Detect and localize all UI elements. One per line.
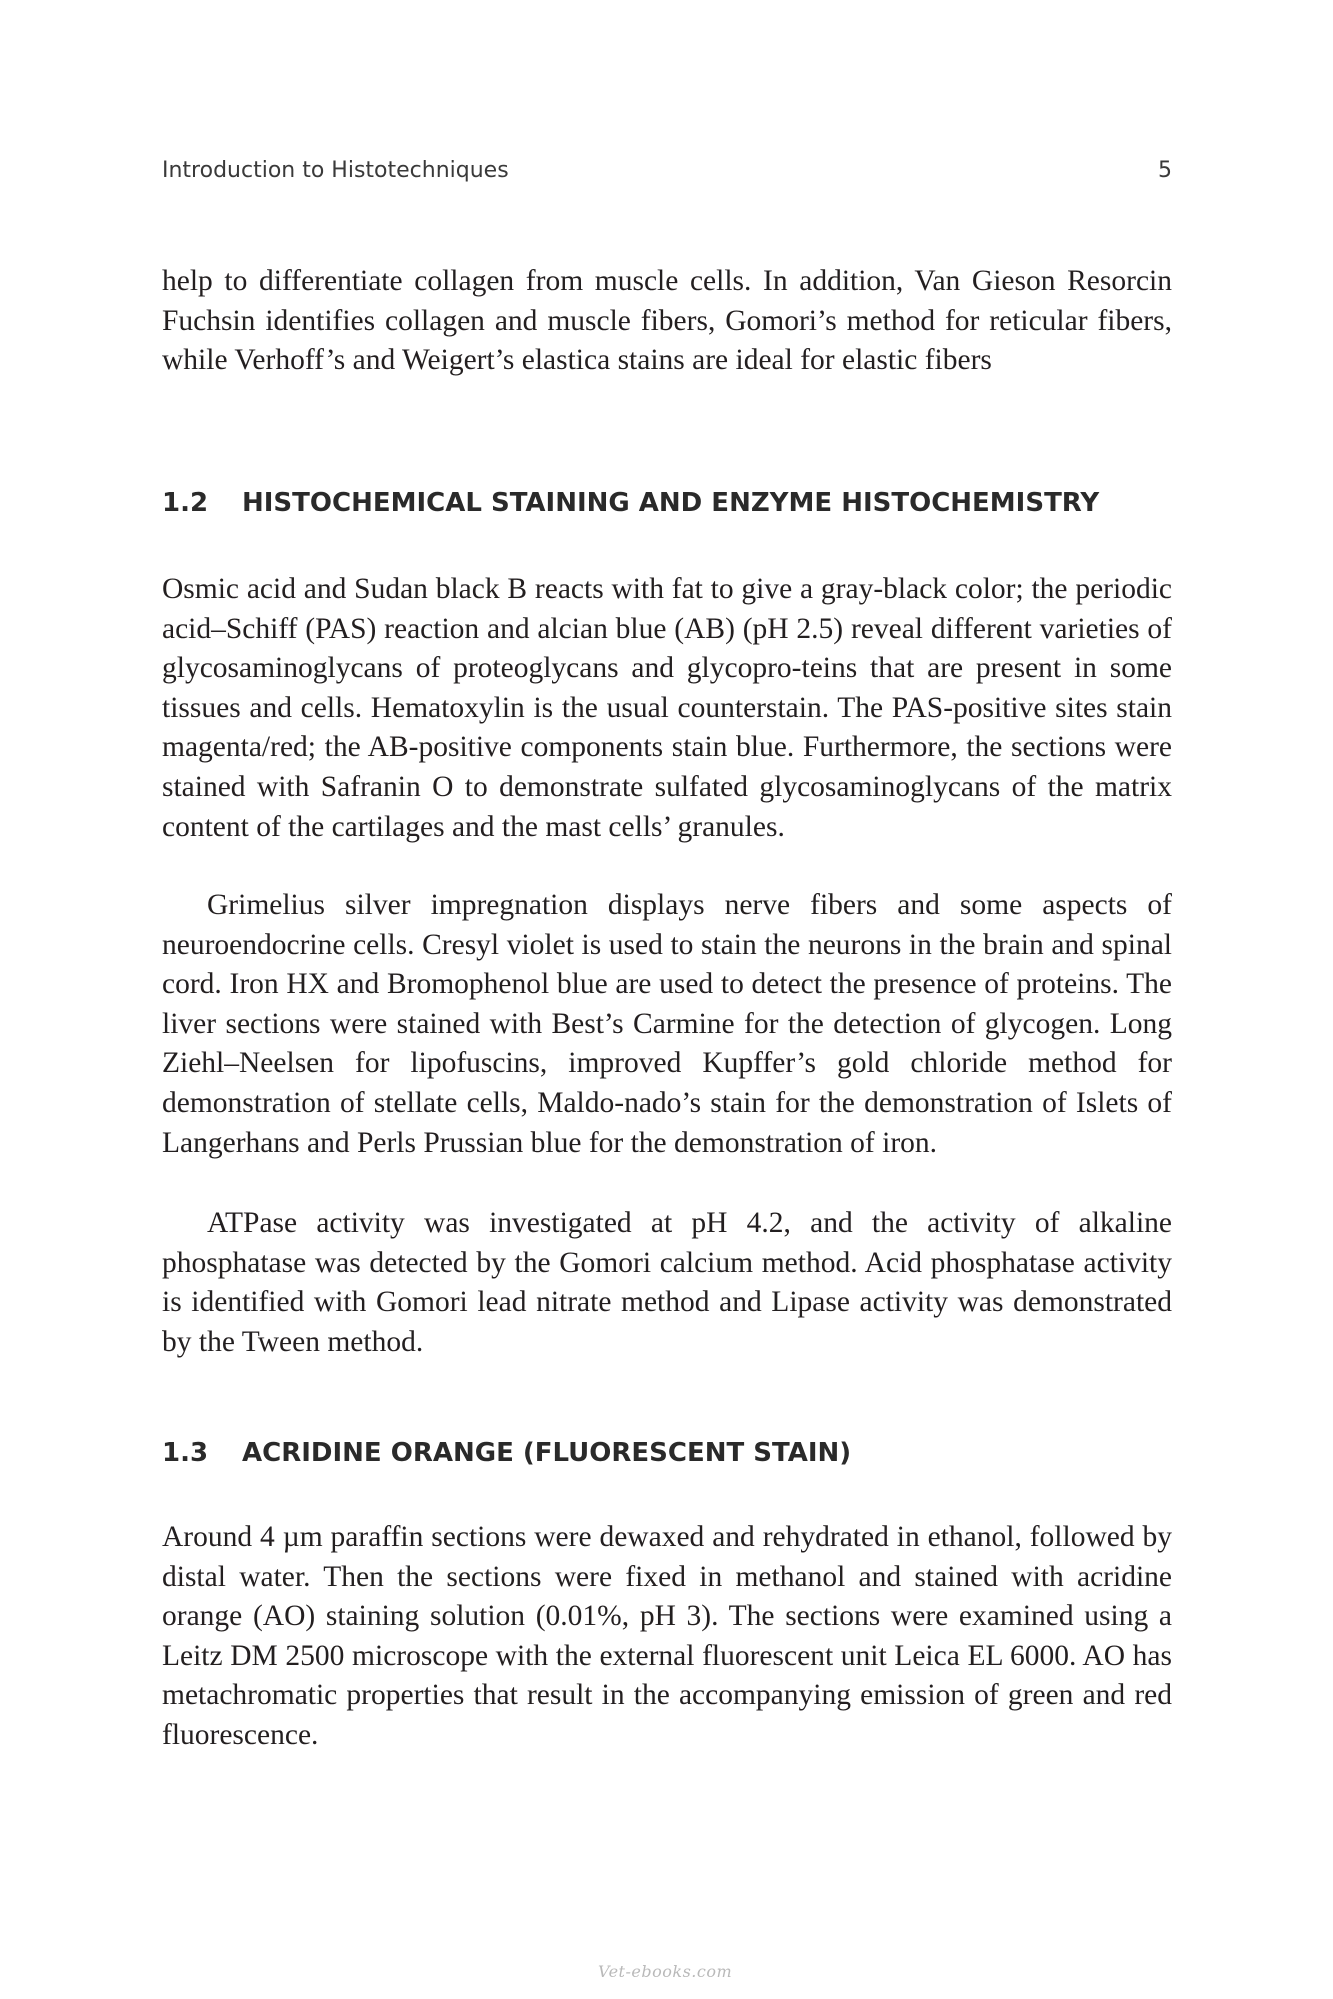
section-1-2-paragraph-3: ATPase activity was investigated at pH 4.2, and the activity of alkaline phosphatase was detected by the Gomori calcium method. Acid phosphatase activity is identified with Gomori lead nitrate method and Lipase activity was demonstrated by the Tween method. [162,1207,1172,1358]
section-number: 1.2 [162,488,209,518]
section-title: ACRIDINE ORANGE (FLUORESCENT STAIN) [242,1438,852,1468]
running-header [162,158,1172,188]
page-number: 5 [1158,158,1172,183]
watermark-logo: Vet-ebooks.com [598,1962,733,1981]
running-title: Introduction to Histotechniques [162,158,509,183]
section-title: HISTOCHEMICAL STAINING AND ENZYME HISTOCHEMISTRY [242,488,1100,518]
section-heading-1-2 [162,488,1172,518]
section-1-2-paragraph-2: Grimelius silver impregnation displays nerve fibers and some aspects of neuroendocrine cells. Cresyl violet is used to stain the neurons in the brain and spinal cord. Iron HX and Bromophenol blue are used to detect the presence of proteins. The liver sections were stained with Best’s Carmine for the detection of glycogen. Long Ziehl–Neelsen for lipofuscins, improved Kupffer’s gold chloride method for demonstration of stellate cells, Maldo-nado’s stain for the demonstration of Islets of Langerhans and Perls Prussian blue for the demonstration of iron. [162,889,1172,1159]
section-1-3-paragraph-1: Around 4 µm paraffin sections were dewaxed and rehydrated in ethanol, followed by distal water. Then the sections were fixed in methanol and stained with acridine orange (AO) staining solution (0.01%, pH 3). The sections were examined using a Leitz DM 2500 microscope with the external fluorescent unit Leica EL 6000. AO has metachromatic properties that result in the accompanying emission of green and red fluorescence. [162,1521,1172,1751]
section-number: 1.3 [162,1438,209,1468]
continuation-paragraph: help to differentiate collagen from muscle cells. In addition, Van Gieson Resorcin Fuchsin identifies collagen and muscle fibers, Gomori’s method for reticular fibers, while Verhoff’s and Weigert’s elastica stains are ideal for elastic fibers [162,265,1172,377]
section-heading-1-3 [162,1438,1172,1468]
section-1-2-paragraph-1: Osmic acid and Sudan black B reacts with fat to give a gray-black color; the periodic acid–Schiff (PAS) reaction and alcian blue (AB) (pH 2.5) reveal different varieties of glycosaminoglycans of proteoglycans and glycopro-teins that are present in some tissues and cells. Hematoxylin is the usual counterstain. The PAS-positive sites stain magenta/red; the AB-positive components stain blue. Furthermore, the sections were stained with Safranin O to demonstrate sulfated glycosaminoglycans of the matrix content of the cartilages and the mast cells’ granules. [162,573,1172,843]
